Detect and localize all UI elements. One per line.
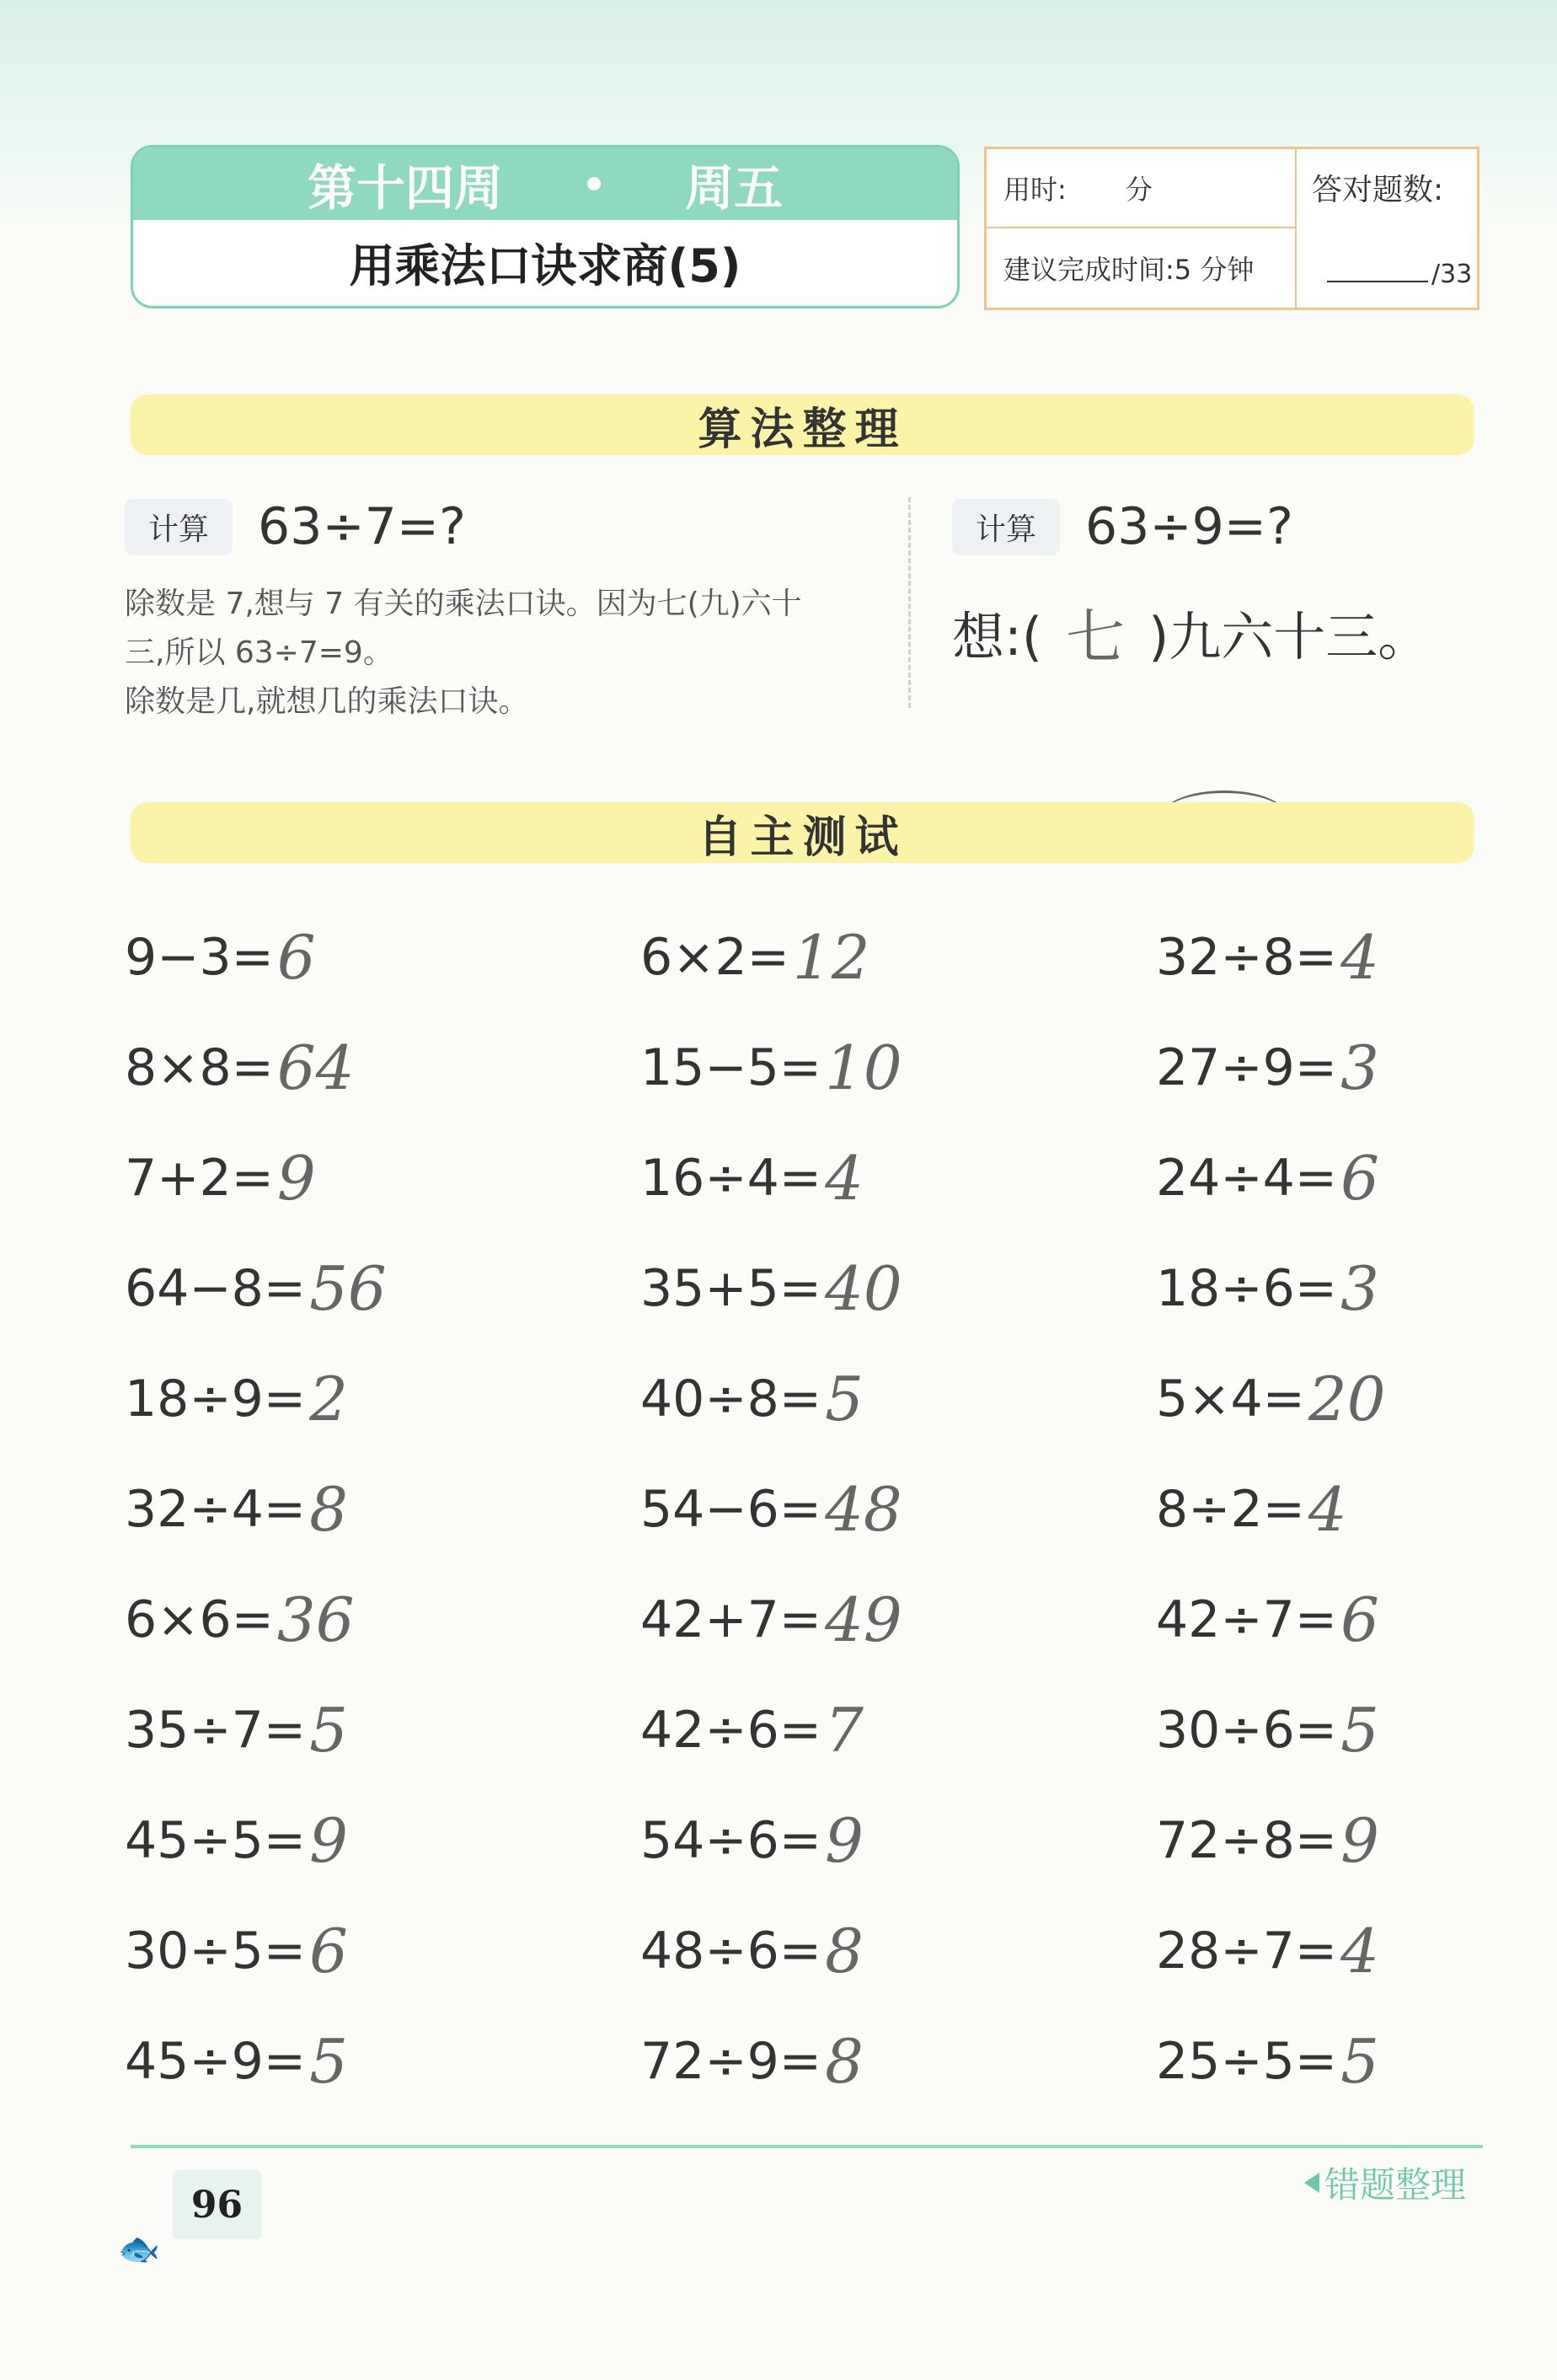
exercise-answer[interactable]: 36	[276, 1584, 355, 1655]
score-blank	[1327, 260, 1472, 289]
exercise-question: 40÷8=	[640, 1369, 822, 1429]
exercise-item	[1156, 1785, 1498, 1895]
exercise-answer[interactable]: 6	[309, 1915, 348, 1986]
exercise-question: 54−6=	[640, 1479, 822, 1539]
exercise-item	[640, 902, 1156, 1012]
time-label: 用时:	[1003, 174, 1067, 206]
exercise-question: 45÷5=	[125, 1810, 307, 1870]
exercise-answer[interactable]: 3	[1340, 1032, 1379, 1103]
think-line	[952, 590, 1474, 675]
exercise-answer[interactable]: 5	[1340, 1694, 1379, 1766]
explanation	[125, 580, 883, 726]
exercise-item	[1156, 1675, 1498, 1785]
explanation-line: 除数是几,就想几的乘法口诀。	[125, 684, 529, 719]
section-banner-algorithm: 算法整理	[131, 394, 1474, 455]
correct-label: 答对题数:	[1312, 173, 1444, 207]
exercise-question: 18÷9=	[125, 1369, 307, 1429]
algorithm-left	[125, 497, 883, 726]
time-cell	[987, 149, 1297, 228]
suggest-cell: 建议完成时间:5 分钟	[987, 228, 1297, 308]
score-cell	[1297, 149, 1477, 308]
wrong-review-label: 错题整理	[1324, 2164, 1467, 2206]
exercise-item	[640, 1564, 1156, 1675]
exercise-question: 25÷5=	[1156, 2031, 1338, 2091]
exercise-question: 64−8=	[125, 1258, 307, 1318]
exercise-item	[1156, 1895, 1498, 2006]
exercise-question: 35+5=	[640, 1258, 822, 1318]
exercise-item	[1156, 1123, 1498, 1233]
exercise-question: 48÷6=	[640, 1921, 822, 1981]
exercise-answer[interactable]: 10	[825, 1032, 902, 1103]
exercise-question: 27÷9=	[1156, 1037, 1338, 1097]
exercise-item	[125, 2006, 640, 2116]
exercise-item	[1156, 1233, 1498, 1343]
exercise-answer[interactable]: 6	[1340, 1142, 1379, 1214]
exercise-answer[interactable]: 9	[276, 1142, 316, 1214]
exercise-question: 32÷4=	[125, 1479, 307, 1539]
exercise-question: 72÷9=	[640, 2031, 822, 2091]
exercise-question: 18÷6=	[1156, 1258, 1338, 1318]
section-banner-test: 自主测试	[131, 802, 1474, 863]
exercise-item	[640, 1454, 1156, 1564]
exercise-answer[interactable]: 6	[276, 921, 316, 993]
exercise-question: 28÷7=	[1156, 1921, 1338, 1981]
triangle-left-icon	[1304, 2173, 1319, 2193]
exercise-question: 16÷4=	[640, 1148, 822, 1208]
exercise-answer[interactable]: 3	[1340, 1252, 1379, 1324]
exercise-answer[interactable]: 8	[825, 1915, 864, 1986]
exercise-question: 6×2=	[640, 927, 789, 987]
bullet-dot-icon	[587, 177, 601, 190]
exercise-question: 8×8=	[125, 1037, 274, 1097]
exercise-item	[125, 1895, 640, 2006]
calc-expression: 63÷9=?	[1085, 497, 1293, 556]
exercise-question: 15−5=	[640, 1037, 822, 1097]
exercise-question: 32÷8=	[1156, 927, 1338, 987]
think-prefix: 想:(	[952, 606, 1043, 667]
explanation-line: 除数是 7,想与 7 有关的乘法口诀。因为七(九)六十	[125, 587, 802, 621]
calc-tag: 计算	[952, 499, 1060, 555]
exercise-answer[interactable]: 49	[825, 1584, 902, 1655]
exercise-answer[interactable]: 6	[1340, 1584, 1379, 1655]
exercise-item	[1156, 1564, 1498, 1675]
exercise-question: 8÷2=	[1156, 1479, 1305, 1539]
exercise-answer[interactable]: 4	[1340, 921, 1379, 993]
exercise-question: 42+7=	[640, 1589, 822, 1649]
exercise-answer[interactable]: 5	[1340, 2025, 1379, 2097]
fish-icon: 🐟	[118, 2230, 160, 2269]
exercise-question: 42÷7=	[1156, 1589, 1338, 1649]
exercise-answer[interactable]: 40	[825, 1252, 902, 1324]
exercise-item	[125, 1454, 640, 1564]
day-label: 周五	[685, 159, 784, 217]
exercise-question: 30÷6=	[1156, 1700, 1338, 1760]
exercise-answer[interactable]: 4	[825, 1142, 864, 1214]
exercise-answer[interactable]: 48	[825, 1473, 902, 1545]
title-box	[131, 145, 960, 308]
time-unit: 分	[1125, 174, 1153, 206]
exercise-item	[125, 1012, 640, 1123]
exercise-item	[640, 1012, 1156, 1123]
lesson-title: 用乘法口诀求商(5)	[349, 239, 741, 292]
exercise-question: 5×4=	[1156, 1369, 1305, 1429]
exercise-question: 72÷8=	[1156, 1810, 1338, 1870]
exercise-item	[1156, 2006, 1498, 2116]
think-suffix: )九六十三。	[1148, 606, 1431, 667]
exercise-answer[interactable]: 56	[309, 1252, 387, 1324]
exercise-item	[1156, 1012, 1498, 1123]
wrong-review-link[interactable]	[1304, 2158, 1466, 2208]
exercise-answer[interactable]: 7	[825, 1694, 864, 1766]
exercise-item	[640, 1895, 1156, 2006]
exercise-question: 6×6=	[125, 1589, 274, 1649]
exercise-item	[125, 902, 640, 1012]
exercise-answer[interactable]: 12	[792, 921, 870, 993]
exercise-answer[interactable]: 2	[309, 1363, 348, 1434]
exercise-item	[125, 1675, 640, 1785]
exercise-question: 45÷9=	[125, 2031, 307, 2091]
dashed-divider	[908, 497, 911, 708]
exercise-item	[125, 1785, 640, 1895]
total-count: /33	[1431, 260, 1473, 289]
exercise-item	[1156, 1454, 1498, 1564]
calc-expression: 63÷7=?	[258, 497, 466, 556]
exercise-question: 9−3=	[125, 927, 274, 987]
calc-tag: 计算	[125, 499, 233, 555]
exercise-answer[interactable]: 8	[825, 2025, 864, 2097]
exercise-item	[1156, 1343, 1498, 1454]
exercise-question: 7+2=	[125, 1148, 274, 1208]
page-number: 96	[173, 2170, 261, 2239]
exercise-answer[interactable]: 4	[1308, 1473, 1347, 1545]
exercise-answer[interactable]: 9	[309, 1804, 348, 1876]
exercise-item	[640, 2006, 1156, 2116]
handwritten-answer[interactable]: 七	[1066, 603, 1126, 672]
exercise-answer[interactable]: 5	[825, 1363, 864, 1434]
footer-line	[131, 2145, 1483, 2148]
exercise-item	[1156, 902, 1498, 1012]
exercise-question: 24÷4=	[1156, 1148, 1338, 1208]
exercise-question: 42÷6=	[640, 1700, 822, 1760]
exercise-answer[interactable]: 4	[1340, 1915, 1379, 1986]
exercise-item	[125, 1233, 640, 1343]
exercise-item	[640, 1343, 1156, 1454]
exercise-grid	[125, 902, 1498, 2116]
week-label: 第十四周	[307, 159, 503, 217]
exercise-answer[interactable]: 5	[309, 1694, 348, 1766]
exercise-answer[interactable]: 9	[1340, 1804, 1379, 1876]
exercise-item	[640, 1233, 1156, 1343]
title-week-day	[133, 147, 957, 220]
exercise-answer[interactable]: 20	[1308, 1363, 1386, 1434]
exercise-answer[interactable]: 5	[309, 2025, 348, 2097]
exercise-answer[interactable]: 9	[825, 1804, 864, 1876]
exercise-question: 30÷5=	[125, 1921, 307, 1981]
exercise-answer[interactable]: 64	[276, 1032, 355, 1103]
info-table	[984, 147, 1479, 310]
algorithm-right	[952, 497, 1474, 675]
exercise-item	[125, 1123, 640, 1233]
exercise-item	[640, 1785, 1156, 1895]
exercise-question: 35÷7=	[125, 1700, 307, 1760]
exercise-answer[interactable]: 8	[309, 1473, 348, 1545]
exercise-item	[640, 1675, 1156, 1785]
exercise-item	[125, 1564, 640, 1675]
explanation-line: 三,所以 63÷7=9。	[125, 635, 393, 670]
exercise-question: 54÷6=	[640, 1810, 822, 1870]
exercise-item	[640, 1123, 1156, 1233]
exercise-item	[125, 1343, 640, 1454]
